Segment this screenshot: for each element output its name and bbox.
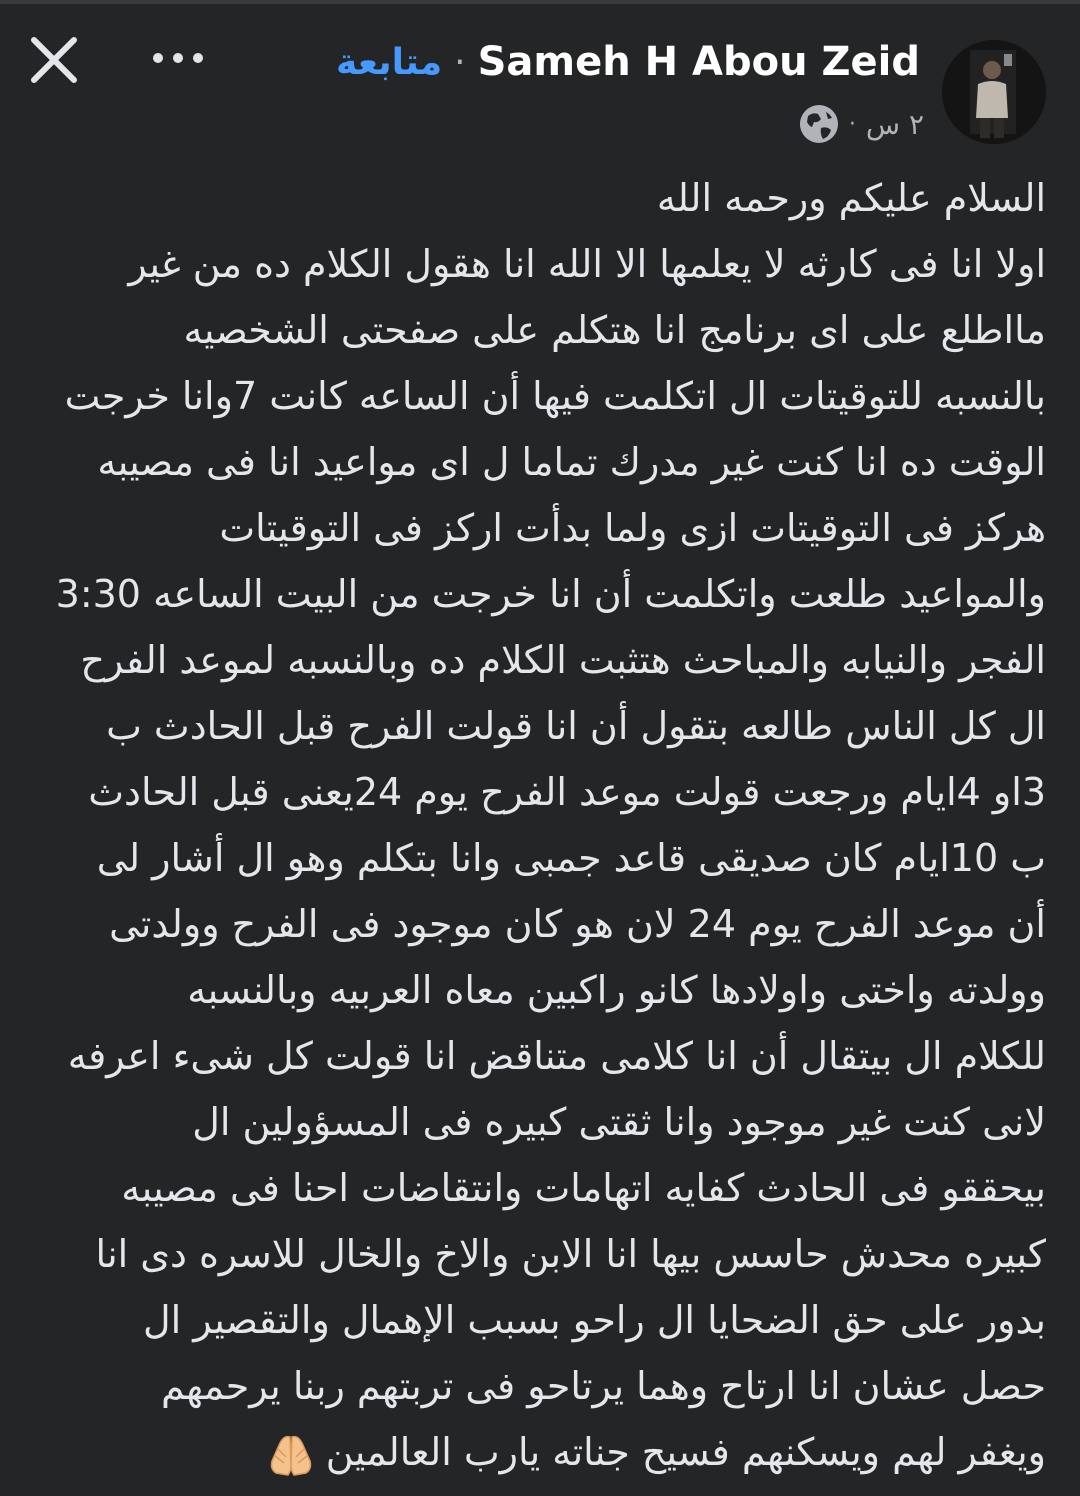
post-timestamp[interactable]: ٢ س — [865, 107, 924, 141]
post-line: ال كل الناس طالعه بتقول أن انا قولت الفرح قبل الحادث ب — [106, 704, 1046, 748]
folded-hands-emoji-icon — [266, 1431, 316, 1479]
post-line: مااطلع على اى برنامج انا هتكلم على صفحتى الشخصيه — [183, 308, 1046, 352]
meta-separator: · — [848, 111, 856, 137]
post-line: كبيره محدش حاسس بيها انا الابن والاخ والخال للاسره دى انا — [95, 1232, 1046, 1276]
post-line: 3او 4ايام ورجعت قولت موعد الفرح يوم 24يعنى قبل الحادث — [88, 770, 1046, 814]
more-options-button[interactable] — [146, 38, 210, 78]
avatar-photo — [942, 40, 1046, 144]
post-line: الفجر والنيابه والمباحث هتثبت الكلام ده وبالنسبه لموعد الفرح — [80, 638, 1046, 682]
header-separator: · — [454, 41, 466, 83]
post-line-last — [34, 1419, 1046, 1485]
avatar[interactable] — [942, 40, 1046, 144]
post-line: والمواعيد طلعت واتكلمت أن انا خرجت من البيت الساعه 3:30 — [55, 572, 1046, 616]
post-line: للكلام ال بيتقال أن انا كلامى متناقض انا قولت كل شىء اعرفه — [67, 1034, 1046, 1078]
post-line: وولدته واختى واولادها كانو راكبين معاه العربيه وبالنسبه — [187, 968, 1046, 1012]
author-name[interactable]: Sameh H Abou Zeid — [477, 39, 920, 85]
follow-link[interactable]: متابعة — [336, 41, 443, 83]
post-text — [34, 165, 1046, 1485]
top-divider — [0, 0, 1080, 4]
post-line: بدور على حق الضحايا ال راحو بسبب الإهمال والتقصير ال — [142, 1298, 1046, 1342]
post-line: بالنسبه للتوقيتات ال اتكلمت فيها أن الساعه كانت 7وانا خرجت — [64, 374, 1046, 418]
globe-icon[interactable] — [799, 104, 839, 144]
post-meta — [799, 102, 924, 146]
close-button[interactable] — [24, 30, 84, 90]
post-line: أن موعد الفرح يوم 24 لان هو كان موجود فى الفرح وولدتى — [109, 902, 1046, 946]
post-line: السلام عليكم ورحمه الله — [656, 176, 1046, 220]
post-line: حصل عشان انا ارتاح وهما يرتاحو فى تربتهم ربنا يرحمهم — [160, 1364, 1046, 1408]
post-header — [336, 30, 920, 94]
close-icon — [24, 30, 84, 90]
more-options-icon — [146, 38, 210, 78]
post-line: الوقت ده انا كنت غير مدرك تماما ل اى مواعيد انا فى مصيبه — [97, 440, 1046, 484]
post-line: ب 10ايام كان صديقى قاعد جمبى وانا بتكلم وهو ال أشار لى — [96, 836, 1046, 880]
post-line-last-text: ويغفر لهم ويسكنهم فسيح جناته يارب العالمين — [325, 1430, 1046, 1474]
post-line: اولا انا فى كارثه لا يعلمها الا الله انا هقول الكلام ده من غير — [128, 242, 1046, 286]
post-line: بيحققو فى الحادث كفايه اتهامات وانتقاضات احنا فى مصيبه — [121, 1166, 1046, 1210]
post-line: لانى كنت غير موجود وانا ثقتى كبيره فى المسؤولين ال — [192, 1100, 1046, 1144]
post-line: هركز فى التوقيتات ازى ولما بدأت اركز فى التوقيتات — [219, 506, 1046, 550]
